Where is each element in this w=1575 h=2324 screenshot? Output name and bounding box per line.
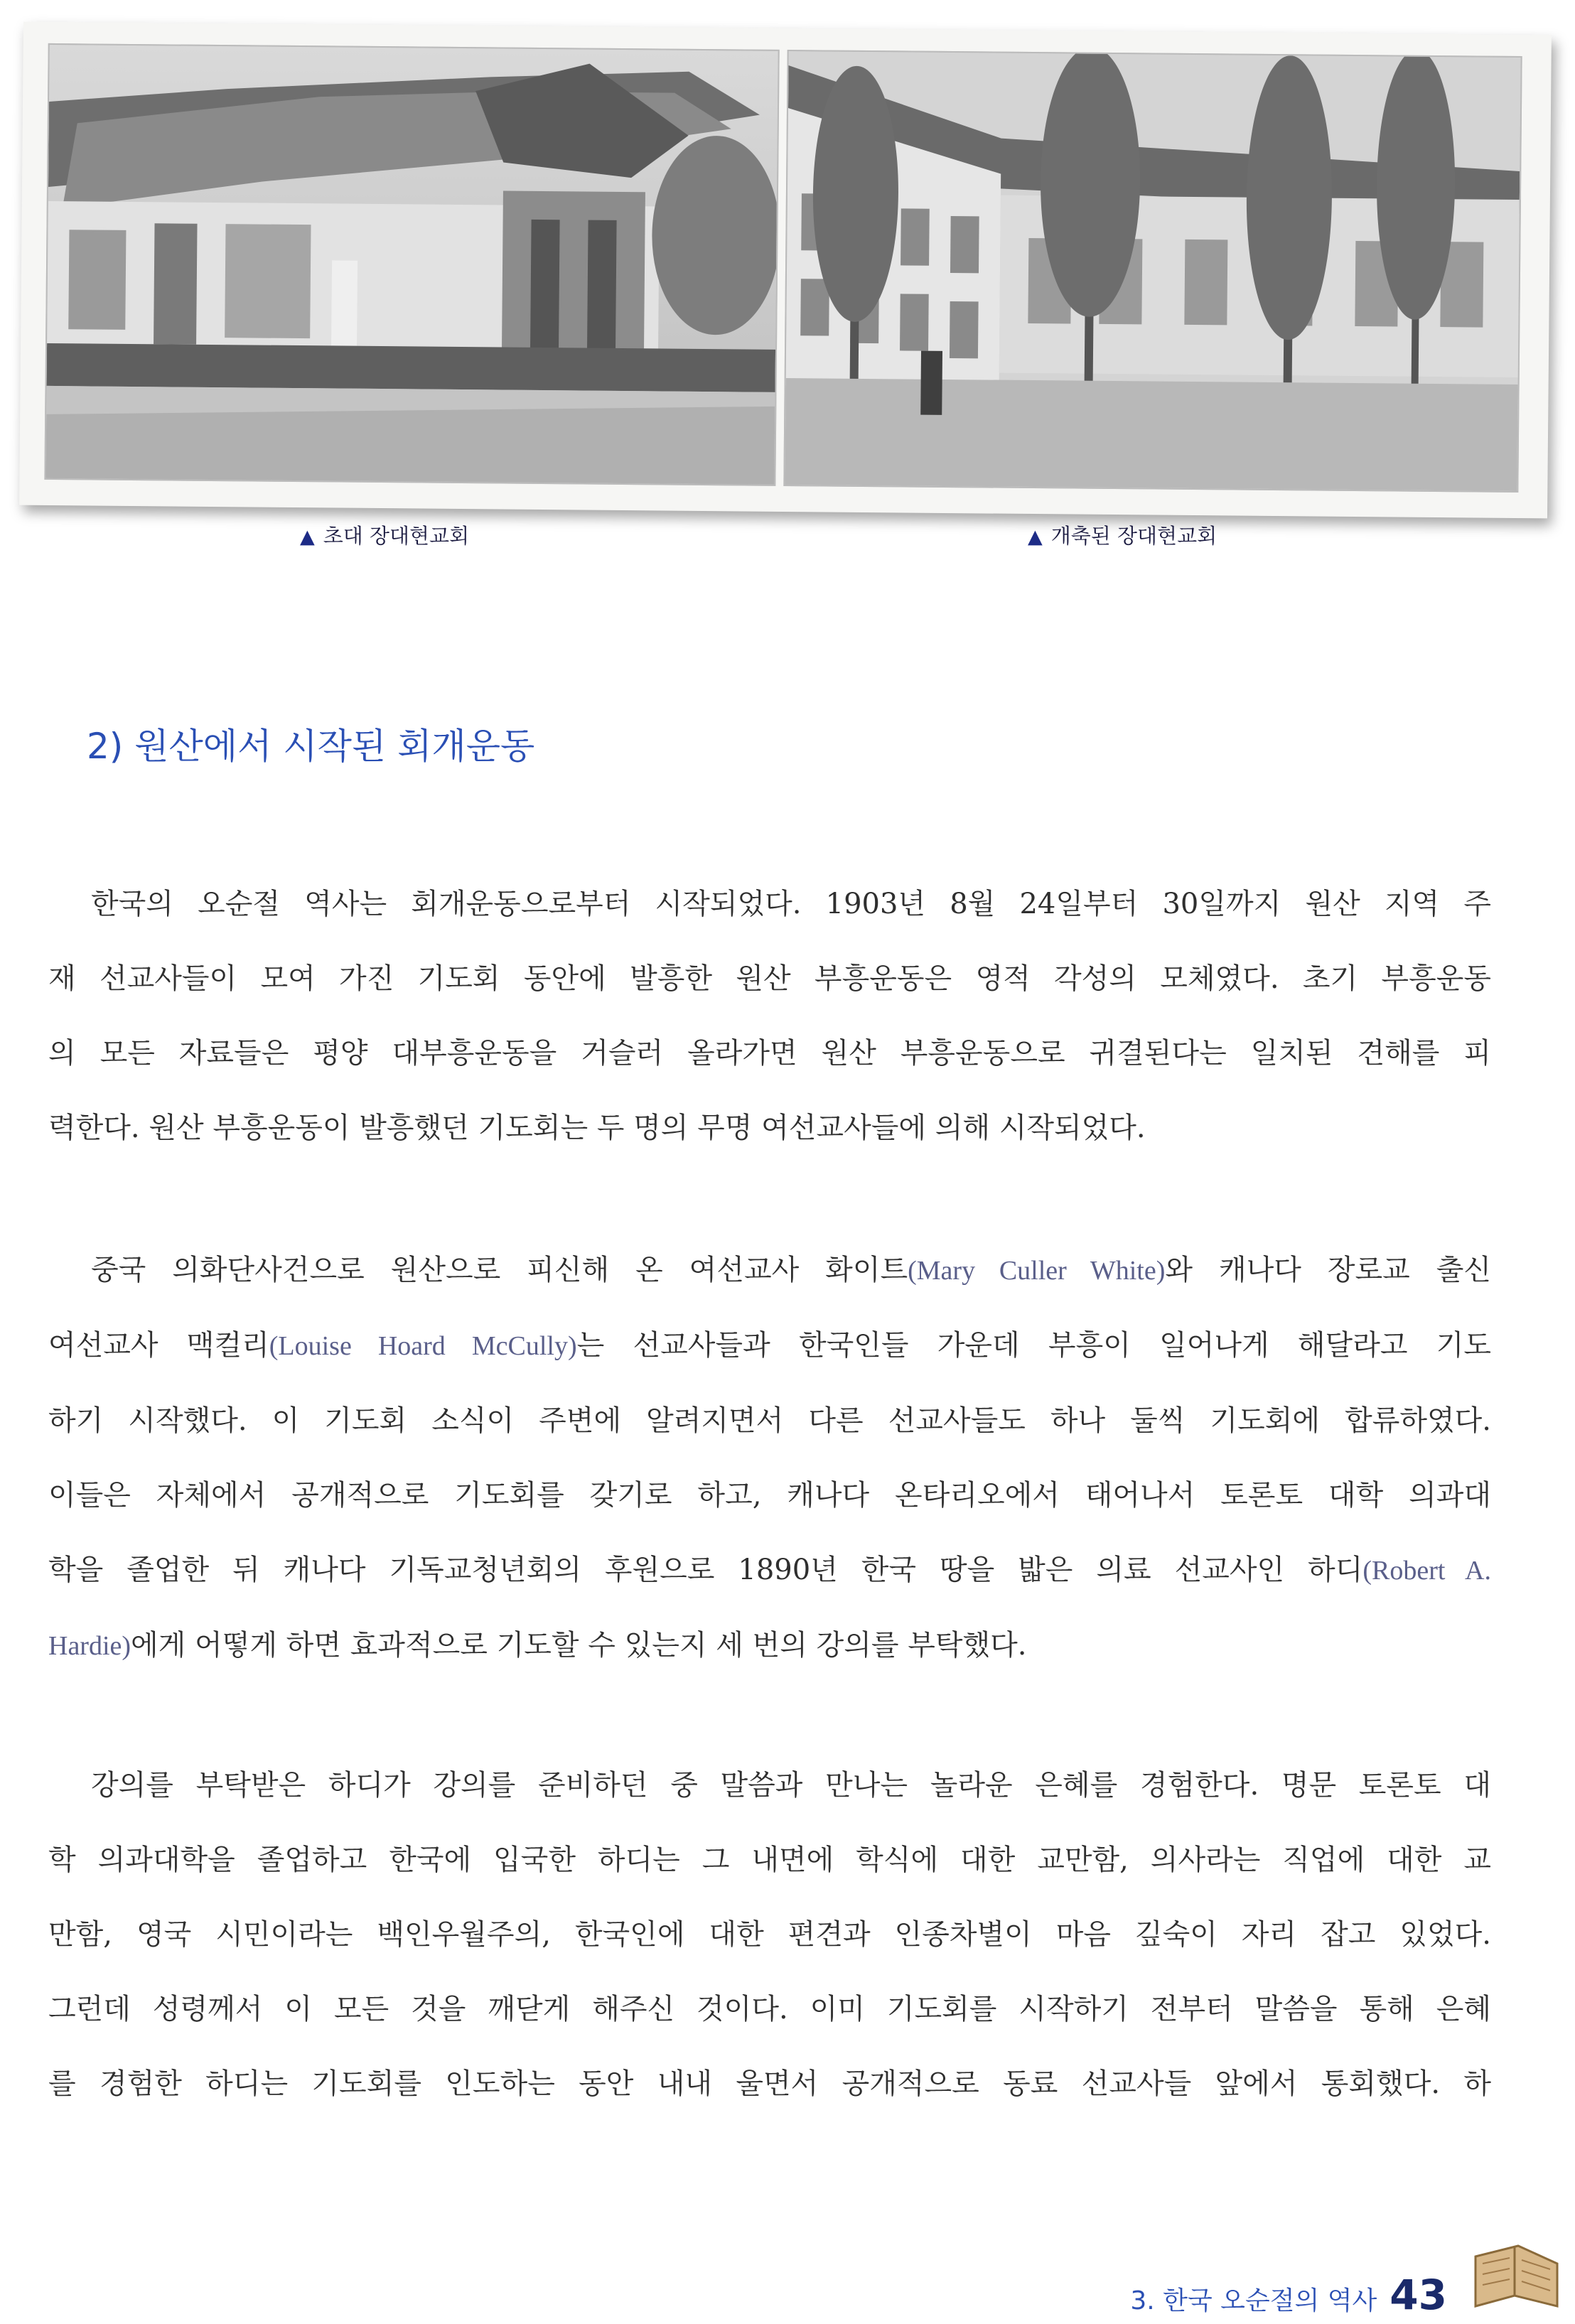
paragraph-2 bbox=[48, 1233, 1491, 1684]
paragraph-line: 하기 시작했다. 이 기도회 소식이 주변에 알려지면서 다른 선교사들도 하나 둘씩 기도회에 합류하였다. bbox=[48, 1404, 1491, 1437]
paragraph-line: 력한다. 원산 부흥운동이 발흥했던 기도회는 두 명의 무명 여선교사들에 의해 시작되었다. bbox=[48, 1112, 1146, 1144]
paragraph-line: 의 모든 자료들은 평양 대부흥운동을 거슬러 올라가면 원산 부흥운동으로 귀결된다는 일치된 견해를 피 bbox=[48, 1037, 1491, 1070]
page-footer bbox=[1130, 2271, 1447, 2319]
english-name: Hardie) bbox=[48, 1631, 131, 1661]
caption-text: 개축된 장대현교회 bbox=[1050, 524, 1217, 548]
text-segment: 에게 어떻게 하면 효과적으로 기도할 수 있는지 세 번의 강의를 부탁했다. bbox=[131, 1629, 1027, 1662]
paragraph-line: 학 의과대학을 졸업하고 한국에 입국한 하디는 그 내면에 학식에 대한 교만함, 의사라는 직업에 대한 교 bbox=[48, 1844, 1491, 1876]
photo-original-church bbox=[44, 43, 779, 486]
text-segment: 학을 졸업한 뒤 캐나다 기독교청년회의 후원으로 1890년 한국 땅을 밟은 의료 선교사인 하디 bbox=[48, 1554, 1363, 1586]
english-name: (Louise Hoard McCully) bbox=[269, 1331, 577, 1361]
text-segment: 여선교사 맥컬리 bbox=[48, 1329, 269, 1362]
paragraph-line: 를 경험한 하디는 기도회를 인도하는 동안 내내 울면서 공개적으로 동료 선교사들 앞에서 통회했다. 하 bbox=[48, 2067, 1491, 2100]
section-heading: 2) 원산에서 시작된 회개운동 bbox=[87, 726, 535, 767]
photo-caption-right bbox=[1028, 520, 1217, 549]
church-photo-illustration bbox=[45, 45, 778, 485]
paragraph-line: 재 선교사들이 모여 가진 기도회 동안에 발흥한 원산 부흥운동은 영적 각성의 모체였다. 초기 부흥운동 bbox=[48, 962, 1491, 995]
photo-frame bbox=[19, 22, 1552, 519]
paragraph-line: 그런데 성령께서 이 모든 것을 깨닫게 해주신 것이다. 이미 기도회를 시작하기 전부터 말씀을 통해 은혜 bbox=[48, 1993, 1491, 2026]
paragraph-3 bbox=[48, 1748, 1491, 2121]
paragraph-line: 이들은 자체에서 공개적으로 기도회를 갖기로 하고, 캐나다 온타리오에서 태어나서 토론토 대학 의과대 bbox=[48, 1479, 1491, 1512]
triangle-marker-icon: ▲ bbox=[300, 526, 315, 548]
book-icon bbox=[1468, 2235, 1561, 2313]
chapter-title: 3. 한국 오순절의 역사 bbox=[1130, 2286, 1377, 2315]
paragraph-line bbox=[48, 1308, 1491, 1384]
paragraph-line: 한국의 오순절 역사는 회개운동으로부터 시작되었다. 1903년 8월 24일부터 30일까지 원산 지역 주 bbox=[91, 888, 1491, 920]
text-segment: 중국 의화단사건으로 원산으로 피신해 온 여선교사 화이트 bbox=[91, 1254, 908, 1286]
paragraph-line bbox=[48, 1233, 1491, 1308]
text-segment: 는 선교사들과 한국인들 가운데 부흥이 일어나게 해달라고 기도 bbox=[576, 1329, 1491, 1362]
photo-rebuilt-church bbox=[783, 50, 1522, 493]
rebuilt-church-photo-illustration bbox=[785, 51, 1520, 491]
paragraph-line: 강의를 부탁받은 하디가 강의를 준비하던 중 말씀과 만나는 놀라운 은혜를 경험한다. 명문 토론토 대 bbox=[91, 1769, 1491, 1802]
photo-caption-left bbox=[300, 520, 469, 549]
paragraph-1 bbox=[48, 867, 1491, 1166]
caption-text: 초대 장대현교회 bbox=[323, 524, 470, 548]
page-number: 43 bbox=[1389, 2271, 1447, 2319]
english-name: (Robert A. bbox=[1362, 1556, 1491, 1586]
paragraph-line bbox=[48, 1608, 1491, 1684]
triangle-marker-icon: ▲ bbox=[1028, 526, 1043, 548]
paragraph-line: 만함, 영국 시민이라는 백인우월주의, 한국인에 대한 편견과 인종차별이 마음 깊숙이 자리 잡고 있었다. bbox=[48, 1918, 1491, 1951]
text-segment: 와 캐나다 장로교 출신 bbox=[1165, 1254, 1491, 1286]
paragraph-line bbox=[48, 1533, 1491, 1608]
english-name: (Mary Culler White) bbox=[908, 1256, 1166, 1286]
